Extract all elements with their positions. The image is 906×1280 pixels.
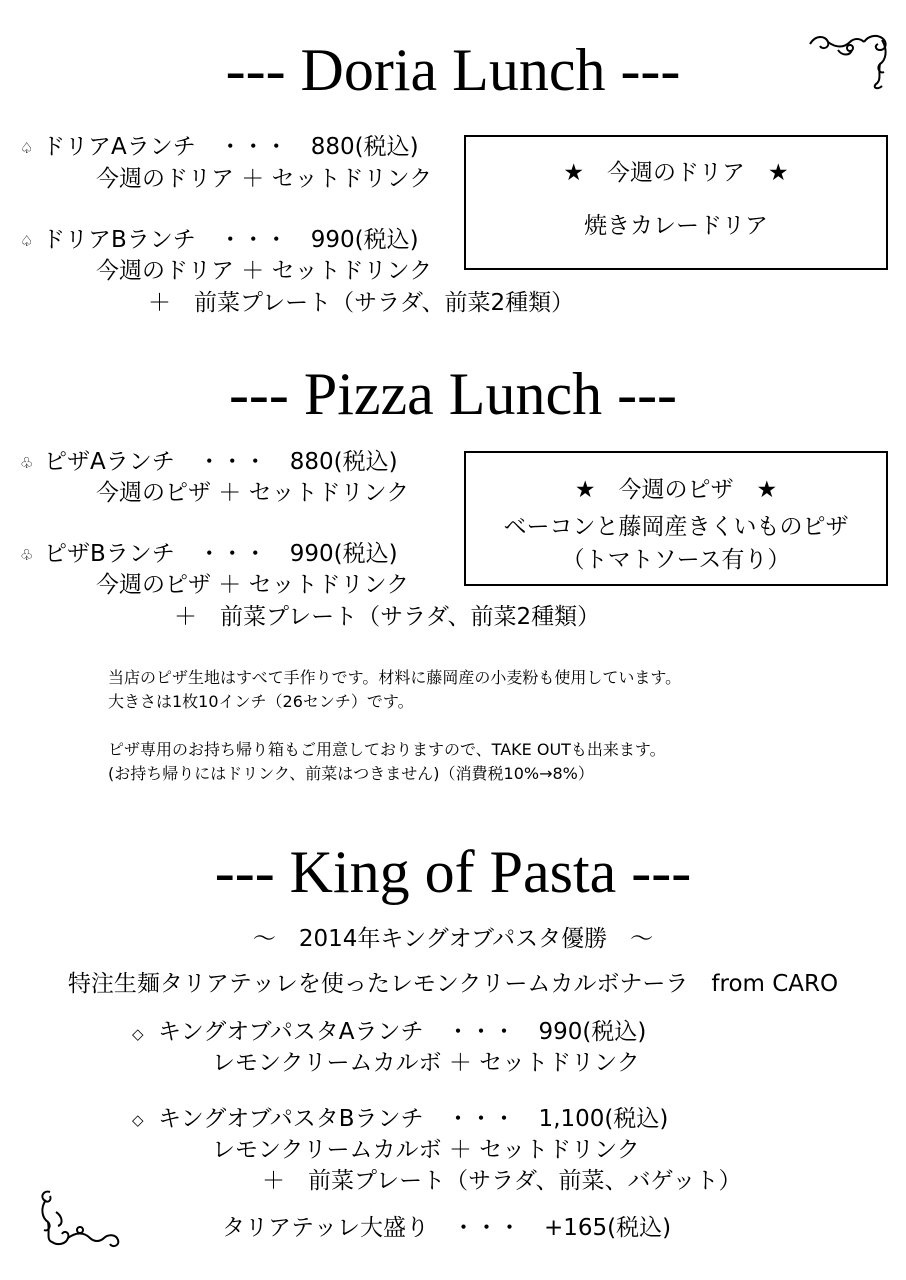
pasta-b-title: キングオブパスタBランチ ・・・ 1,100(税込) bbox=[158, 1106, 669, 1132]
pizza-b-description: 今週のピザ ＋ セットドリンク bbox=[96, 572, 410, 598]
doria-b-extra: ＋ 前菜プレート（サラダ、前菜2種類） bbox=[148, 290, 575, 316]
pasta-b-description: レモンクリームカルボ ＋ セットドリンク bbox=[212, 1137, 640, 1163]
pasta-a-description: レモンクリームカルボ ＋ セットドリンク bbox=[212, 1050, 640, 1076]
doria-a-description: 今週のドリア ＋ セットドリンク bbox=[96, 166, 433, 192]
spade-bullet-icon: ♤ bbox=[20, 139, 34, 157]
pasta-section-title: --- King of Pasta --- bbox=[214, 839, 692, 905]
club-bullet-icon: ♧ bbox=[20, 546, 34, 564]
pizza-box-note: （トマトソース有り） bbox=[561, 547, 791, 573]
diamond-bullet-icon: ◇ bbox=[132, 1025, 144, 1043]
doria-of-the-week-box bbox=[464, 135, 888, 270]
pizza-a-title: ピザAランチ ・・・ 880(税込) bbox=[44, 449, 398, 475]
corner-ornament-bottom-left-icon bbox=[36, 1188, 122, 1250]
pizza-note-1: 当店のピザ生地はすべて手作りです。材料に藤岡産の小麦粉も使用しています。 bbox=[108, 668, 682, 687]
pizza-section-title: --- Pizza Lunch --- bbox=[228, 361, 678, 427]
pizza-note-4: (お持ち帰りにはドリンク、前菜はつきません)（消費税10%→8%） bbox=[108, 764, 594, 783]
spade-bullet-icon: ♤ bbox=[20, 232, 34, 250]
pasta-subtitle: ～ 2014年キングオブパスタ優勝 ～ bbox=[252, 926, 654, 952]
pizza-notes bbox=[108, 666, 681, 786]
doria-b-description: 今週のドリア ＋ セットドリンク bbox=[96, 258, 433, 284]
doria-a-title: ドリアAランチ ・・・ 880(税込) bbox=[42, 134, 419, 160]
pasta-large-portion: タリアテッレ大盛り ・・・ +165(税込) bbox=[222, 1215, 672, 1241]
pizza-box-heading: ★ 今週のピザ ★ bbox=[574, 477, 778, 503]
doria-box-item: 焼きカレードリア bbox=[584, 213, 768, 239]
club-bullet-icon: ♧ bbox=[20, 454, 34, 472]
doria-box-heading: ★ 今週のドリア ★ bbox=[563, 160, 789, 186]
pasta-a-title: キングオブパスタAランチ ・・・ 990(税込) bbox=[158, 1019, 647, 1045]
pizza-note-3: ピザ専用のお持ち帰り箱もご用意しておりますので、TAKE OUTも出来ます。 bbox=[108, 740, 666, 759]
doria-section-title: --- Doria Lunch --- bbox=[225, 37, 681, 103]
pizza-of-the-week-box bbox=[464, 451, 888, 586]
pizza-b-title: ピザBランチ ・・・ 990(税込) bbox=[44, 541, 398, 567]
pizza-note-2: 大きさは1枚10インチ（26センチ）です。 bbox=[108, 692, 414, 711]
pasta-tagline: 特注生麺タリアテッレを使ったレモンクリームカルボナーラ from CARO bbox=[67, 971, 839, 997]
doria-b-title: ドリアBランチ ・・・ 990(税込) bbox=[42, 227, 419, 253]
diamond-bullet-icon: ◇ bbox=[132, 1111, 144, 1129]
pasta-b-extra: ＋ 前菜プレート（サラダ、前菜、バゲット） bbox=[262, 1168, 742, 1194]
pizza-b-extra: ＋ 前菜プレート（サラダ、前菜2種類） bbox=[174, 604, 601, 630]
pizza-box-item: ベーコンと藤岡産きくいものピザ bbox=[503, 514, 849, 540]
pizza-a-description: 今週のピザ ＋ セットドリンク bbox=[96, 480, 410, 506]
